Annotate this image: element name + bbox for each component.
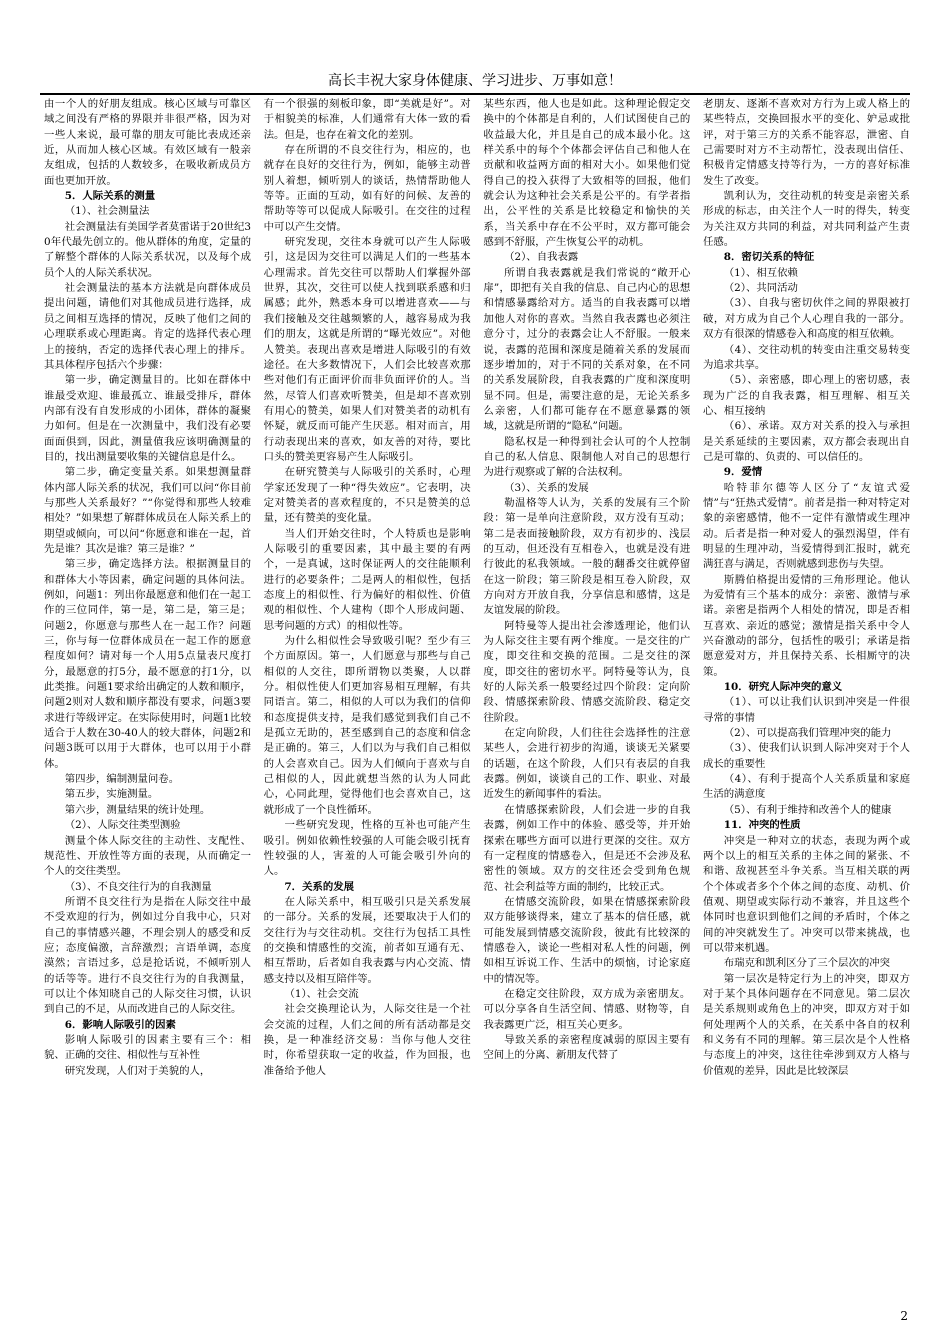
- section-heading: 6．影响人际吸引的因素: [64, 1018, 176, 1031]
- paragraph: 哈特菲尔德等人区分了“友谊式爱情”与“狂热式爱情”。前者是指一种对特定对象的亲密感情，他不一定伴有激情或生理冲动。后者是指一种对爱人的强烈渴望，伴有明显的生理冲动，当爱情得到汇报时，就充满狂喜与满足，否则就感到悲伤与失望。: [702, 481, 910, 571]
- paragraph: （1）、社会测量法: [64, 205, 150, 218]
- paragraph: （3）、不良交往行为的自我测量: [64, 880, 212, 893]
- paragraph: 斯腾伯格提出爱情的三角形理论。他认为爱情有三个基本的成分：亲密、激情与承诺。亲密是指两个人相处的情况，即是否相互喜欢、亲近的感觉；激情是指关系中令人兴奋激动的部分，包括性的吸引；承诺是指愿意爱对方，并且保持关系、长相厮守的决策。: [702, 573, 910, 678]
- paragraph: 在情感探索阶段，人们会进一步的自我表露，例如工作中的体验、感受等，并开始探索在哪些方面可以进行更深的交往。双方有一定程度的情感卷入，但是还不会涉及私密性的领域。双方的交往还会受到角色规范、社会利益等方面的制约，比较正式。: [483, 803, 691, 893]
- paragraph: （2）、人际交往类型测验: [64, 819, 181, 832]
- paragraph: （5）、亲密感，即心理上的密切感，表现为广泛的自我表露，相互理解、相互关心、相互接纳: [702, 374, 910, 417]
- page-header: 高长丰祝大家身体健康、学习进步、万事如意！: [328, 73, 622, 89]
- paragraph: 为什么相似性会导致吸引呢？至少有三个方面原因。第一，人们愿意与那些与自己相似的人交往，即所谓物以类聚，人以群分。相似性使人们更加容易相互理解，有共同语言。第二，相似的人可以为我们的信仰和态度提供支持，是我们感觉到我们自己不是孤立无助的，甚至感到自己的态度和信念是正确的。第三，人们以为与我们自己相似的人会喜欢自己。因为人们倾向于喜欢与自己相似的人，因此就想当然的认为人同此心，心同此理，觉得他们也会喜欢自己，这就形成了一个良性循环。: [263, 635, 471, 816]
- paragraph: （3）、自我与密切伙伴之间的界限被打破，对方成为自己个人心理自我的一部分。双方有很深的情感卷入和高度的相互依赖。: [702, 297, 910, 341]
- column-3: [483, 97, 690, 1285]
- paragraph: 在情感交流阶段，如果在情感探索阶段双方能够谈得来，建立了基本的信任感，就可能发展到情感交流阶段，彼此有比较深的情感卷入，谈论一些相对私人性的问题，例如相互诉说工作、生活中的烦恼，讨论家庭中的情况等。: [483, 895, 691, 985]
- paragraph: （2）、共同活动: [723, 282, 798, 295]
- paragraph: 所谓自我表露就是我们常说的“敞开心扉”，即把有关自我的信息、自己内心的思想和情感暴露给对方。适当的自我表露可以增加他人对你的喜欢。当然自我表露也必须注意分寸，过分的表露会让人不舒服。一般来说，表露的范围和深度是随着关系的发展而逐步增加的，对于不同的关系对象，在不同的关系发展阶段，自我表露的广度和深度明显不同。但是，需要注意的是，无论关系多么亲密，人们都可能存在不愿意暴露的领域，这就是所谓的“隐私”问题。: [483, 266, 691, 433]
- paragraph: 有一个很强的刻板印象，即“美就是好”。对于相貌美的标准，人们通常有大体一致的看法。但是，也存在着文化的差别。: [263, 98, 471, 141]
- paragraph: （1）、可以让我们认识到冲突是一件很寻常的事情: [702, 696, 910, 724]
- column-2: [264, 97, 471, 1285]
- header-rule: [40, 93, 910, 95]
- paragraph: 某些东西，他人也是如此。这种理论假定交换中的个体都是自利的，人们试图使自己的收益最大化，并且是自己的成本最小化。这样关系中的每个个体都会评估自己和他人在贡献和收益两方面的相对大小。如果他们觉得自己的投入获得了大致相等的回报，他们就会认为这种社会关系是公平的。有学者指出，公平性的关系是比较稳定和愉快的关系，当关系中存在不公平时，双方都可能会感到不舒服，产生恢复公平的动机。: [483, 98, 691, 249]
- document-body: [44, 97, 910, 1285]
- paragraph: 在稳定交往阶段，双方成为亲密朋友。可以分享各自生活空间、情感、财物等，自我表露更广泛，相互关心更多。: [483, 987, 691, 1031]
- paragraph: 勒温格等人认为，关系的发展有三个阶段：第一是单向注意阶段，双方没有互动；第二是表面接触阶段，双方有初步的、浅层的互动，但还没有互相卷入，也就是没有进行彼此的私我领域。一般的翻番交往就停留在这一阶段；第三阶段是相互卷入阶段，双方向对方开放自我，分享信息和感情，这是友谊发展的阶段。: [483, 496, 691, 617]
- paragraph: （4）、交往动机的转变由注重交易转变为追求共享。: [702, 343, 910, 371]
- paragraph: 在研究赞美与人际吸引的关系时，心理学家还发现了一种“得失效应”。它表明，决定对赞美者的喜欢程度的，不只是赞美的总量，还有赞美的变化量。: [263, 466, 471, 525]
- paragraph: 存在所谓的不良交往行为，相应的，也就存在良好的交往行为，例如，能够主动普别人着想，倾听别人的谈话，热情帮助他人等等。正面的互动，如有好的问候、友善的帮助等等可以促成人际吸引。在交往的过程中可以产生交情。: [263, 144, 471, 233]
- paragraph: 由一个人的好朋友组成。核心区域与可靠区域之间没有严格的界限并非很严格，因为对一些人来说，最可靠的朋友可能比表成还亲近，从而加人核心区域。有效区域有一般亲友组成，包括的人数较多，在吸收新成员方面也更加开放。: [44, 98, 251, 187]
- paragraph: 测量个体人际交往的主动性、支配性、规范性、开放性等方面的表现，从而确定一个人的交往类型。: [44, 834, 251, 878]
- paragraph: 老朋友、逐渐不喜欢对方行为上或人格上的某些特点，交换回报水平的变化、妒忌或批评，对于第三方的关系不能容忍，泄密、自己需要时对方不主动帮忙，没表现出信任、积极肯定情感支持等行为，一方的喜好标准发生了改变。: [702, 98, 910, 187]
- paragraph: 第二步，确定变量关系。如果想测量群体内部人际关系的状况，我们可以问“你目前与那些人关系最好？”“你觉得和那些人较难相处？”如果想了解群体成员在人际关系上的期望或倾向，可以问“你愿意和谁在一起，首先是谁？其次是谁？第三是谁？”: [44, 466, 251, 555]
- paragraph: 冲突是一种对立的状态，表现为两个或两个以上的相互关系的主体之间的紧张、不和谐、敌视甚至斗争关系。当互相关联的两个个体或者多个个体之间的态度、动机、价值观、期望或实际行动不兼容，并且这些个体同时也意识到他们之间的矛盾时，个体之间的冲突就发生了。冲突可以带来挑战，也可以带来机遇。: [702, 834, 910, 954]
- paragraph: 第五步，实施测量。: [64, 788, 159, 801]
- paragraph: 研究发现，交往本身就可以产生人际吸引，这是因为交往可以满足人们的一些基本心理需求。首先交往可以帮助人们掌握外部世界，其次，交往可以使人找到联系感和归属感；此外，熟悉本身可以增进喜欢——与我们接触及交往越频繁的人，越容易成为我们的朋友，这就是所谓的“曝光效应”。对他人赞美。表现出喜欢是增进人际吸引的有效途径。在大多数情况下，人们会比较喜欢那些对他们有正面评价而非负面评价的人。当然，尽管人们喜欢听赞美，但是却不喜欢别有用心的赞美，如果人们对赞美者的动机有怀疑，就反而可能产生厌恶。相对而言，用行动表现出来的喜欢，如友善的对待，要比口头的赞美更容易产生人际吸引。: [263, 236, 471, 463]
- paragraph: 阿特曼等人提出社会渗透理论，他们认为人际交往主要有两个维度。一是交往的广度，即交往和交换的范围。二是交往的深度，即交往的密切水平。阿特曼等认为，良好的人际关系一般要经过四个阶段：定向阶段、情感探索阶段、情感交流阶段、稳定交往阶段。: [483, 619, 691, 724]
- paragraph: 在定向阶段，人们往往会选择性的注意某些人，会进行初步的沟通，谈谈无关紧要的话题，在这个阶段，人们只有表层的自我表露。例如，谈谈自己的工作、职业、对最近发生的新闻事件的看法。: [483, 727, 691, 801]
- section-heading: 10．研究人际冲突的意义: [723, 681, 843, 694]
- paragraph: （1）、相互依赖: [723, 266, 798, 279]
- paragraph: 隐私权是一种得到社会认可的个人控制自己的私人信息、限制他人对自己的思想行为进行观察或了解的合法权利。: [483, 435, 691, 479]
- paragraph: 第六步，测量结果的统计处理。: [64, 803, 211, 816]
- paragraph: 在人际关系中，相互吸引只是关系发展的一部分。关系的发展，还要取决于人们的交往行为与交往动机。交往行为包括工具性的交换和情感性的交流，前者如互通有无、相互帮助，后者如自我表露与内心交流、情感支持以及相互陪伴等。: [263, 895, 471, 985]
- paragraph: 第一层次是特定行为上的冲突，即双方对于某个具体问题存在不同意见。第二层次是关系规则或角色上的冲突，即双方对于如何处理两个人的关系，在关系中各自的权利和义务有不同的理解。第三层次是个人性格与态度上的冲突，这往往牵涉到双方人格与价值观的差异，因此是比较深层: [702, 972, 910, 1077]
- paragraph: 第一步，确定测量目的。比如在群体中谁最受欢迎、谁最孤立、谁最受排斥，群体内部有没有自发形成的小团体，群体的凝聚力如何。但是在一次测量中，我们没有必要面面俱到，因此，测量值我应该明确测量的目的，找出测量要收集的关键信息是什么。: [44, 374, 251, 463]
- section-heading: 9．爱情: [723, 466, 763, 479]
- paragraph: （5）、有利于维持和改善个人的健康: [723, 803, 892, 816]
- section-heading: 8．密切关系的特征: [723, 251, 815, 264]
- column-1: [44, 97, 251, 1285]
- paragraph: （4）、有利于提高个人关系质量和家庭生活的满意度: [702, 773, 910, 801]
- section-heading: 7．关系的发展: [284, 880, 355, 893]
- paragraph: 影响人际吸引的因素主要有三个：相貌、正确的交往、相似性与互补性: [44, 1033, 251, 1062]
- paragraph: 社会测量法的基本方法就是向群体成员提出问题，请他们对其他成员进行选择，成员之间相互选择的情况，反映了他们之间的心理联系或心理距离。肯定的选择代表心理上的接纳，否定的选择代表心理上的排斥。其具体程序包括六个步骤：: [44, 282, 251, 371]
- paragraph: 一些研究发现，性格的互补也可能产生吸引。例如依赖性较强的人可能会吸引抚育性较强的人，害羞的人可能会吸引外向的人。: [263, 819, 471, 878]
- section-heading: 5．人际关系的测量: [64, 190, 156, 203]
- paragraph: （2）、自我表露: [504, 251, 579, 264]
- paragraph: 第三步，确定选择方法。根据测量目的和群体大小等因素，确定问题的具体问法。例如，问题1：列出你最愿意和他们在一起工作的三位同伴，第一是，第二是，第三是；问题2，你愿意与那些人在一起工作？问题三，你与每一位群体成员在一起工作的愿意程度如何？请对每一个人用5点量表尺度打分，最愿意的打5分，最不愿意的打1分，以此类推。问题1要求给出确定的人数和顺序，问题2则对人数和顺序都没有要求，问题3要求进行等级评定。在实际使用时，问题1比较适合于人数在30-40人的较大群体，问题2和问题3既可以用于大群体，也可以用于小群体。: [44, 558, 251, 770]
- paragraph: 研究发现，人们对于美貌的人，: [64, 1064, 211, 1077]
- paragraph: 布瑞克和凯利区分了三个层次的冲突: [723, 957, 891, 970]
- paragraph: （6）、承诺。双方对关系的投入与承担是关系延续的主要因素，双方都会表现出自己是可靠的、负责的、可以信任的。: [702, 420, 910, 463]
- paragraph: 社会测量法有美国学者莫雷诺于20世纪30年代最先创立的。他从群体的角度，定量的了解整个群体的人际关系状况，以及每个成员个人的人际关系状况。: [44, 220, 251, 279]
- section-heading: 11．冲突的性质: [723, 819, 801, 832]
- paragraph: （2）、可以提高我们管理冲突的能力: [723, 727, 892, 740]
- paragraph: （1）、社会交流: [284, 987, 359, 1000]
- column-4: [703, 97, 910, 1285]
- paragraph: 第四步，编制测量问卷。: [64, 773, 180, 786]
- page-number: 2: [900, 1309, 908, 1323]
- paragraph: 所谓不良交往行为是指在人际交往中最不受欢迎的行为，例如过分自我中心，只对自己的事情感兴趣，不理会别人的感受和反应；态度偏激，言辞激烈；言语单调，态度漠然；言语过多，总是抢话说，不倾听别人的话等等。进行不良交往行为的自我测量，可以让个体知晓自己的人际交往习惯，认识到自己的不足，从而改进自己的人际交往。: [44, 895, 251, 1016]
- paragraph: 导致关系的亲密程度减弱的原因主要有空间上的分离、新朋友代替了: [483, 1033, 691, 1062]
- paragraph: 凯利认为，交往动机的转变是亲密关系形成的标志，由关注个人一时的得失，转变为关注双方共同的利益，对共同利益产生责任感。: [702, 190, 910, 249]
- paragraph: （3）、使我们认识到人际冲突对于个人成长的重要性: [702, 742, 910, 770]
- paragraph: 当人们开始交往时，个人特质也是影响人际吸引的重要因素，其中最主要的有两个，一是真诚，这时保证两人的交往能顺利进行的必要条件；二是两人的相似性，包括态度上的相似性、行为偏好的相似性、价值观的相似性、个人建构（即个人形成问题、思考问题的方式）的相似性等。: [263, 527, 471, 632]
- paragraph: 社会交换理论认为，人际交往是一个社会交流的过程，人们之间的所有活动都是交换，是一种准经济交易：当你与他人交往时，你希望获取一定的收益，作为回报，也准备给予他人: [263, 1003, 471, 1077]
- paragraph: （3）、关系的发展: [504, 481, 589, 494]
